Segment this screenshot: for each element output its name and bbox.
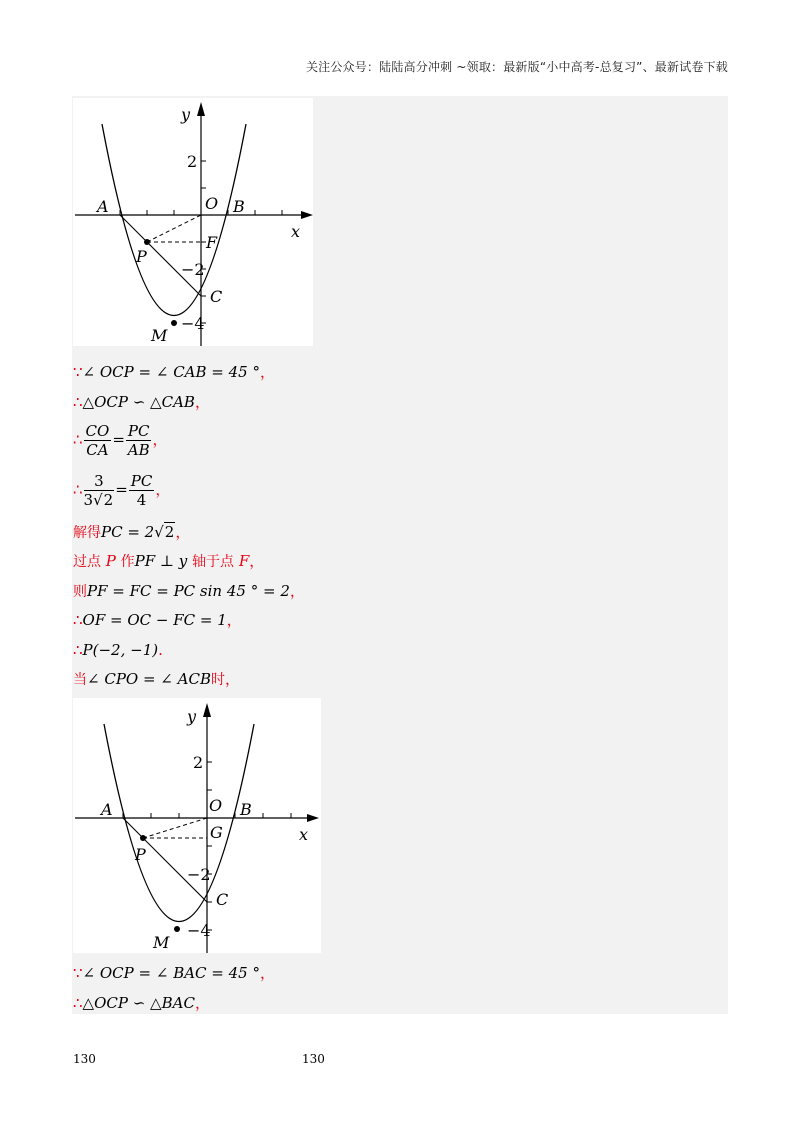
graph-2 xyxy=(73,698,321,953)
line-11: ∵∠ OCP = ∠ BAC = 45 °， xyxy=(73,964,275,982)
tick-label-minus-4: −4 xyxy=(181,314,205,333)
line-1: ∵∠ OCP = ∠ CAB = 45 °， xyxy=(73,363,275,381)
line-7: 则PF = FC = PC sin 45 ° = 2， xyxy=(73,582,305,600)
tick-label-minus-4: −4 xyxy=(187,921,211,940)
label-c: C xyxy=(210,287,223,306)
line-2: ∴△OCP ∽ △CAB， xyxy=(73,393,210,411)
figure-1 xyxy=(73,98,313,346)
parabola-curve xyxy=(102,124,246,316)
label-o: O xyxy=(209,796,223,815)
line-8: ∴OF = OC − FC = 1， xyxy=(73,611,242,629)
graph-1 xyxy=(73,98,313,346)
label-a: A xyxy=(97,197,109,216)
line-9: ∴P(−2, −1). xyxy=(73,641,163,659)
page-header: 关注公众号：陆陆高分冲刺 ~领取：最新版“小中高考-总复习”、最新试卷下载 xyxy=(305,60,728,74)
segment-po xyxy=(143,818,207,838)
line-10: 当∠ CPO = ∠ ACB时， xyxy=(73,670,240,688)
label-a: A xyxy=(101,800,113,819)
label-y: y xyxy=(187,707,197,726)
figure-2 xyxy=(73,698,321,953)
line-12: ∴△OCP ∽ △BAC， xyxy=(73,994,210,1012)
point-m-dot xyxy=(174,926,180,932)
segment-ac xyxy=(120,215,201,296)
label-f: F xyxy=(206,233,218,252)
label-o: O xyxy=(205,194,219,213)
line-3: ∴ $\frac{CO}{CA}$ = $\frac{PC}{AB}$ ， xyxy=(73,422,168,459)
label-b: B xyxy=(240,800,252,819)
label-c: C xyxy=(216,890,229,909)
point-m-dot xyxy=(171,320,177,326)
label-p: P xyxy=(135,845,146,864)
y-axis-arrow xyxy=(203,703,211,717)
label-b: B xyxy=(233,197,245,216)
point-p-dot xyxy=(140,835,146,841)
x-axis-arrow xyxy=(301,211,313,219)
label-p: P xyxy=(136,247,147,266)
y-axis-arrow xyxy=(197,102,205,116)
label-y: y xyxy=(181,105,191,124)
line-6: 过点 P 作PF ⊥ y 轴于点 F， xyxy=(73,552,265,570)
tick-label-2: 2 xyxy=(193,753,204,772)
label-x: x xyxy=(299,825,309,844)
line-5: 解得PC = 2√2， xyxy=(73,523,191,541)
line-4: ∴ $\frac{3}{3√2}$ = $\frac{PC}{4}$ ， xyxy=(73,472,171,509)
point-p-dot xyxy=(144,239,150,245)
label-m: M xyxy=(153,933,170,952)
x-axis-arrow xyxy=(307,814,319,822)
tick-label-2: 2 xyxy=(187,152,198,171)
page-number-left: 130 xyxy=(73,1052,96,1066)
segment-po xyxy=(147,215,201,242)
tick-label-minus-2: −2 xyxy=(181,260,205,279)
label-g: G xyxy=(210,823,223,842)
parabola-curve xyxy=(104,724,254,922)
tick-label-minus-2: −2 xyxy=(187,865,211,884)
label-m: M xyxy=(151,326,168,345)
label-x: x xyxy=(291,222,301,241)
page-number-center: 130 xyxy=(302,1052,325,1066)
